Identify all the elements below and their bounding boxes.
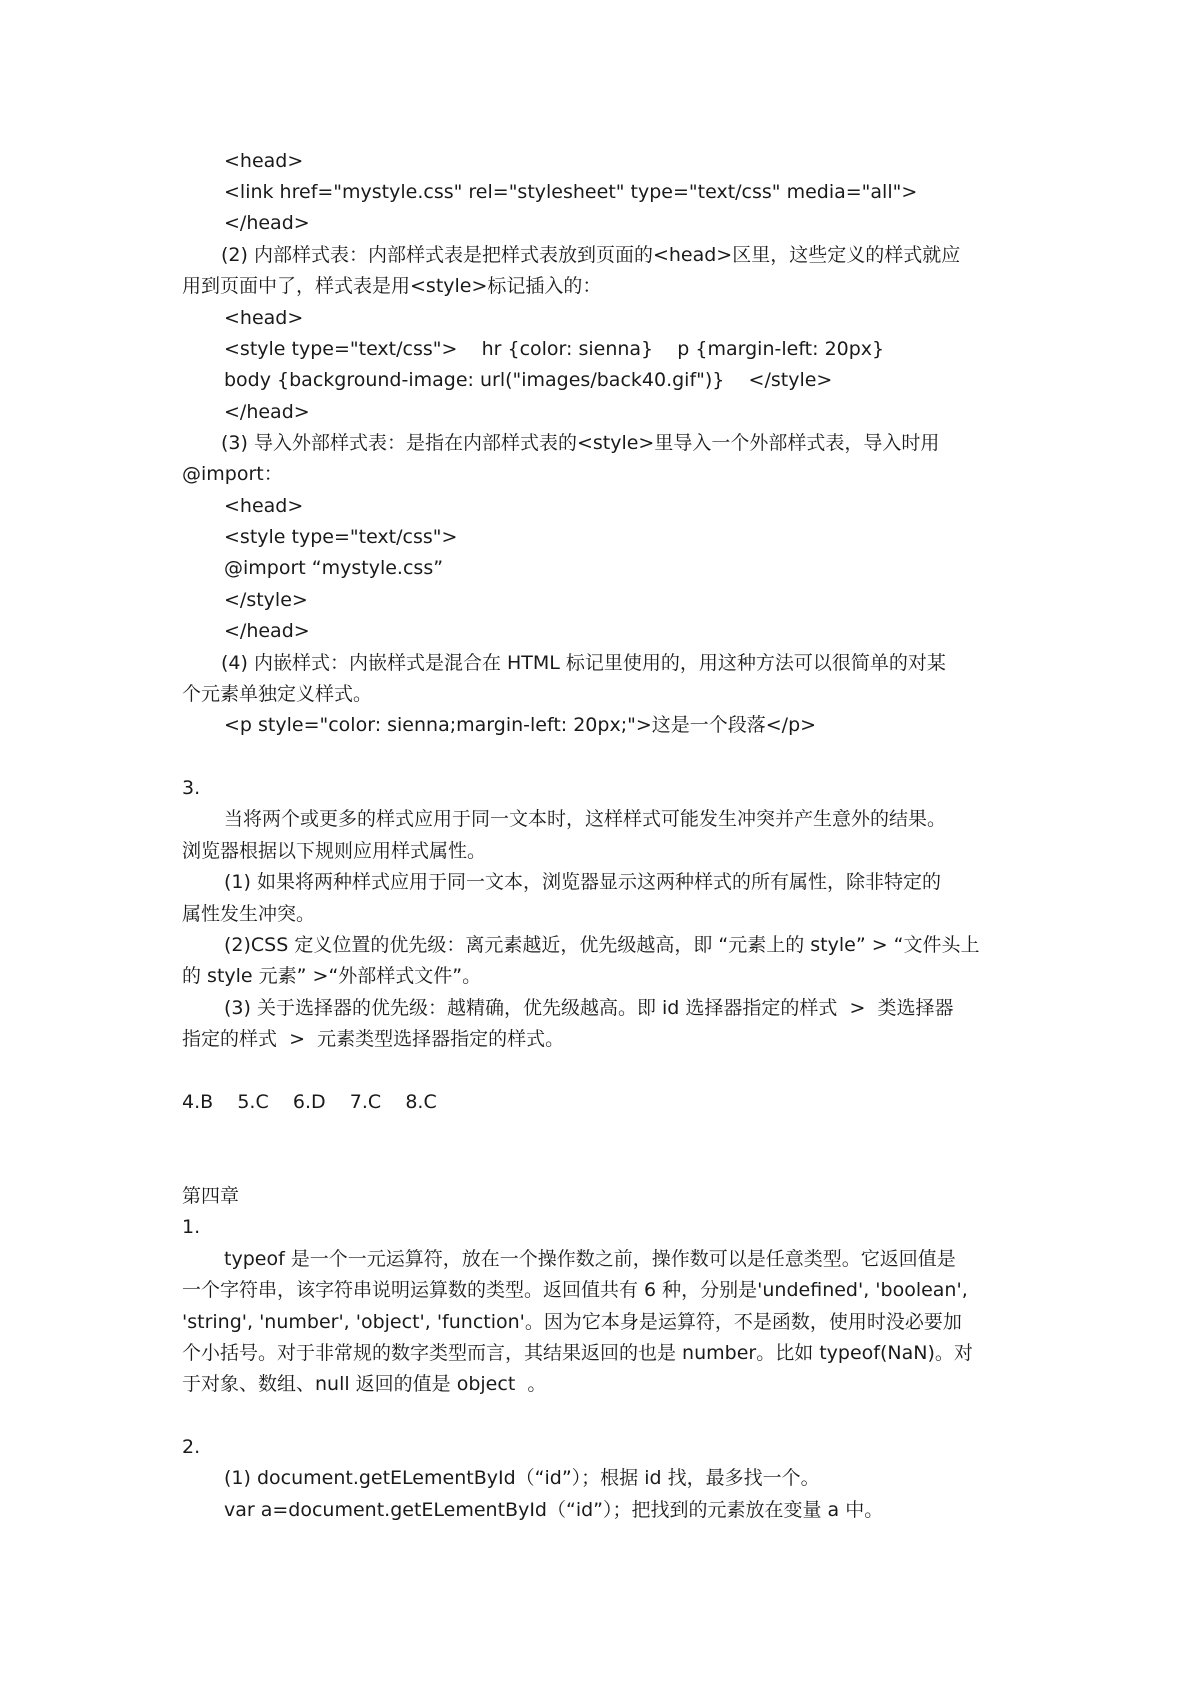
paragraph-line: (2) 内部样式表：内部样式表是把样式表放到页面的<head>区里，这些定义的样式就应 [221, 244, 961, 266]
section-number: 2. [182, 1436, 201, 1458]
paragraph-line: 指定的样式 > 元素类型选择器指定的样式。 [182, 1028, 565, 1050]
chapter-heading: 第四章 [182, 1185, 240, 1207]
paragraph-line: var a=document.getELementById（“id”）；把找到的元素放在变量 a 中。 [224, 1499, 884, 1521]
code-line: </head> [224, 620, 310, 642]
paragraph-line: (3) 导入外部样式表：是指在内部样式表的<style>里导入一个外部样式表，导入时用 [221, 432, 940, 454]
paragraph-line: 属性发生冲突。 [182, 903, 316, 925]
paragraph-line: (4) 内嵌样式：内嵌样式是混合在 HTML 标记里使用的，用这种方法可以很简单的对某 [221, 652, 946, 674]
code-line: <head> [224, 495, 304, 517]
section-number: 3. [182, 777, 201, 799]
code-line: <p style="color: sienna;margin-left: 20px;">这是一个段落</p> [224, 714, 817, 736]
paragraph-line: 的 style 元素” >“外部样式文件”。 [182, 965, 482, 987]
code-line: <head> [224, 307, 304, 329]
paragraph-line: 于对象、数组、null 返回的值是 object 。 [182, 1373, 547, 1395]
paragraph-line: (1) 如果将两种样式应用于同一文本，浏览器显示这两种样式的所有属性，除非特定的 [224, 871, 941, 893]
code-line: </head> [224, 212, 310, 234]
code-line: <link href="mystyle.css" rel="stylesheet" type="text/css" media="all"> [224, 181, 918, 203]
paragraph-line: 浏览器根据以下规则应用样式属性。 [182, 840, 487, 862]
code-line: @import “mystyle.css” [224, 557, 444, 579]
code-line: </head> [224, 401, 310, 423]
code-line: body {background-image: url("images/back40.gif")} </style> [224, 369, 833, 391]
paragraph-line: 个小括号。对于非常规的数字类型而言，其结果返回的也是 number。比如 typeof(NaN)。对 [182, 1342, 973, 1364]
paragraph-line: (2)CSS 定义位置的优先级：离元素越近，优先级越高，即 “元素上的 style” > “文件头上 [224, 934, 980, 956]
answers-line: 4.B 5.C 6.D 7.C 8.C [182, 1091, 437, 1113]
paragraph-line: (1) document.getELementById（“id”）；根据 id 找，最多找一个。 [224, 1467, 820, 1489]
paragraph-line: 当将两个或更多的样式应用于同一文本时，这样样式可能发生冲突并产生意外的结果。 [224, 808, 947, 830]
paragraph-line: 个元素单独定义样式。 [182, 683, 373, 705]
section-number: 1. [182, 1216, 201, 1238]
paragraph-line: typeof 是一个一元运算符，放在一个操作数之前，操作数可以是任意类型。它返回值是 [224, 1248, 956, 1270]
paragraph-line: (3) 关于选择器的优先级：越精确，优先级越高。即 id 选择器指定的样式 > 类选择器 [224, 997, 954, 1019]
code-line: </style> [224, 589, 308, 611]
code-line: <style type="text/css"> hr {color: sienna} p {margin-left: 20px} [224, 338, 885, 360]
code-line: <style type="text/css"> [224, 526, 458, 548]
paragraph-line: @import： [182, 463, 283, 485]
paragraph-line: 一个字符串，该字符串说明运算数的类型。返回值共有 6 种，分别是'undefined', 'boolean', [182, 1279, 968, 1301]
paragraph-line: 'string', 'number', 'object', 'function'。因为它本身是运算符，不是函数，使用时没必要加 [182, 1311, 962, 1333]
code-line: <head> [224, 150, 304, 172]
paragraph-line: 用到页面中了，样式表是用<style>标记插入的： [182, 275, 602, 297]
